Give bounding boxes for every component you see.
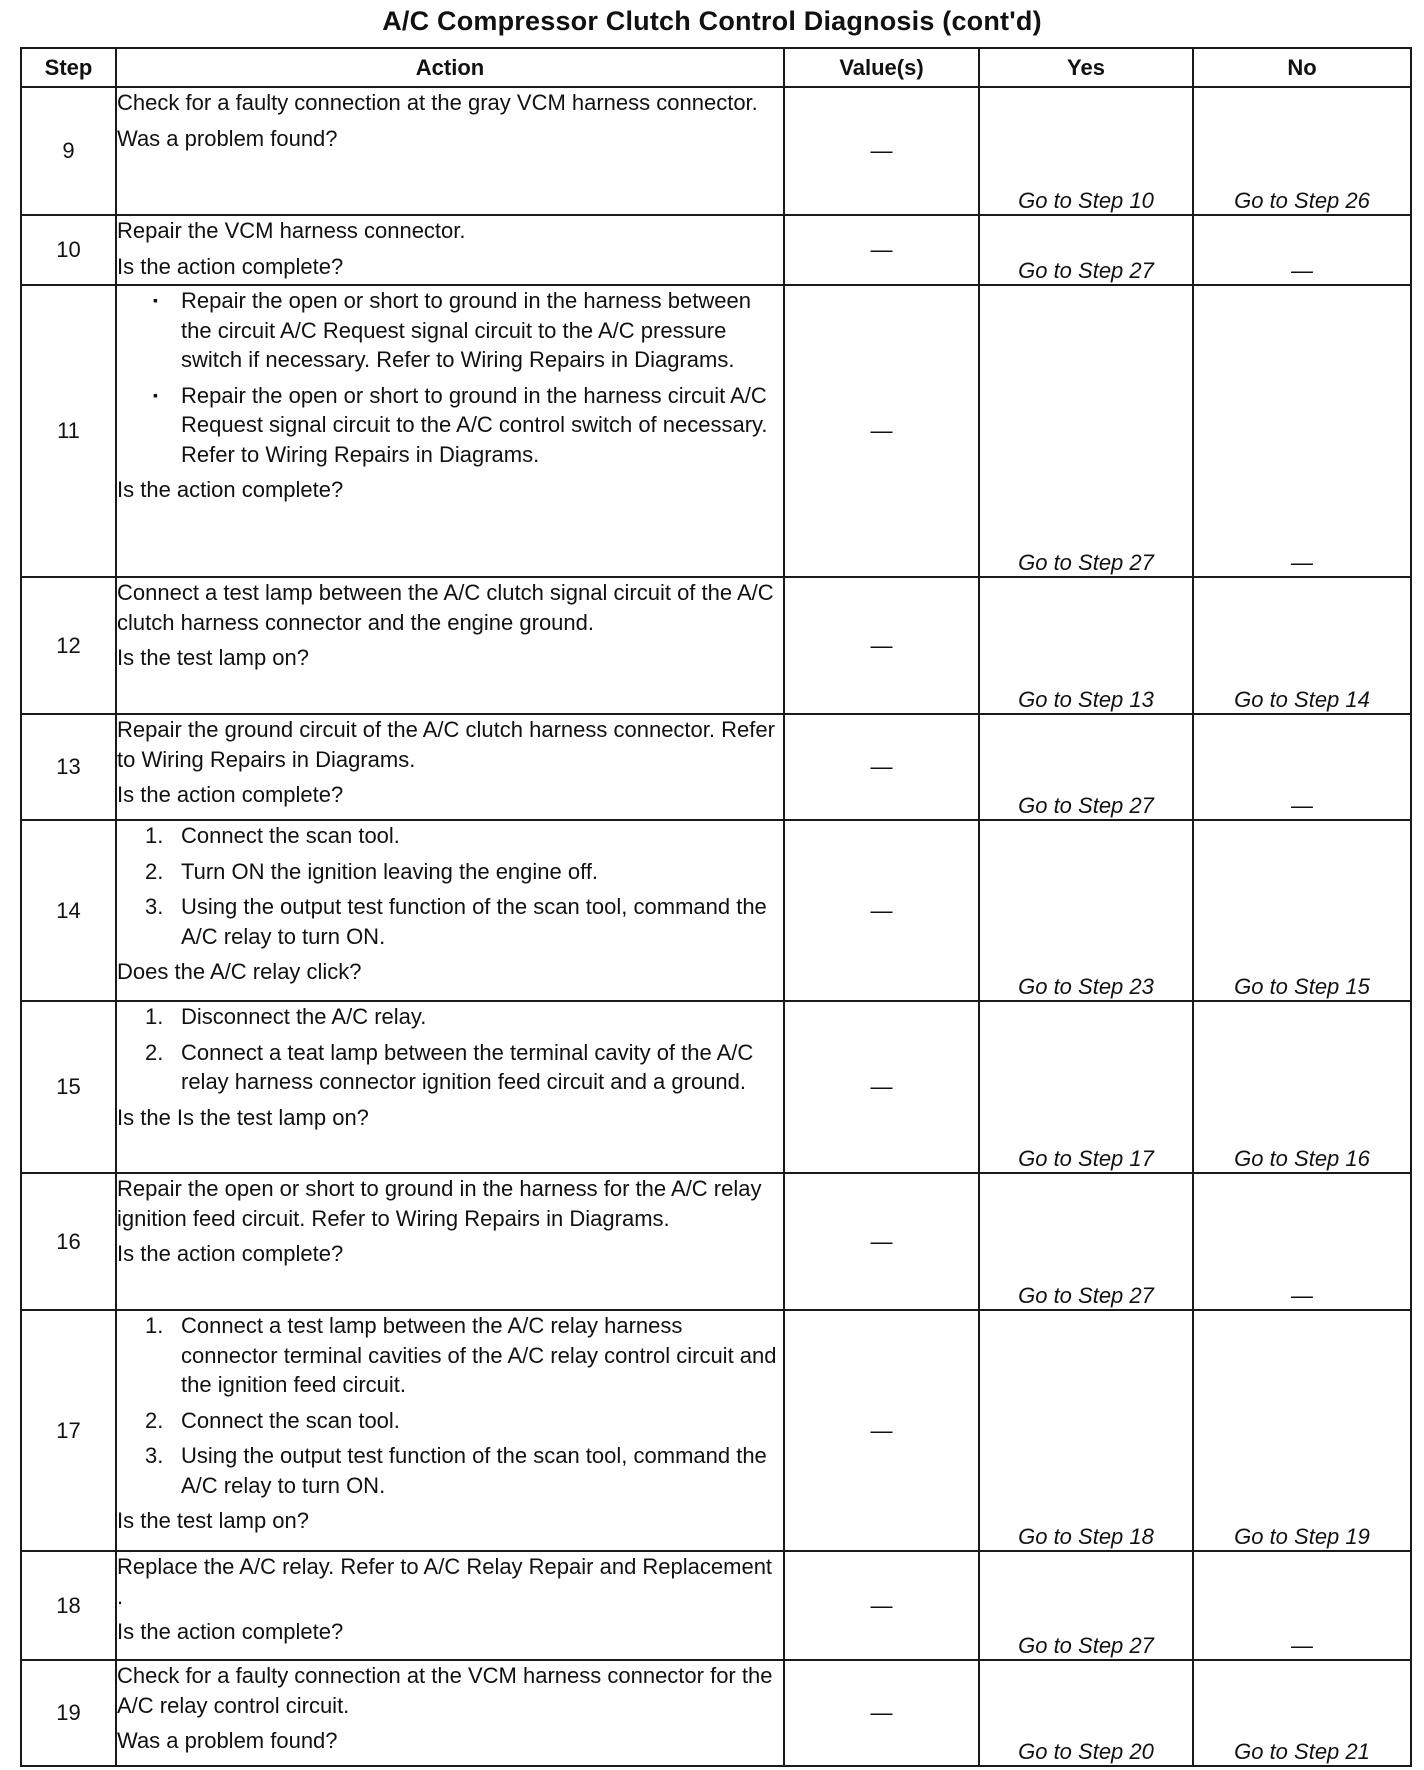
table-row bbox=[21, 820, 1411, 1001]
list-number: 2. bbox=[145, 1039, 164, 1065]
yes-link[interactable]: Go to Step 27 bbox=[979, 215, 1193, 285]
action-cell bbox=[116, 577, 784, 714]
action-question: Was a problem found? bbox=[117, 125, 338, 151]
step-number: 19 bbox=[21, 1660, 116, 1766]
value-cell: — bbox=[784, 1660, 979, 1766]
value-cell: — bbox=[784, 1173, 979, 1310]
action-cell bbox=[116, 714, 784, 820]
list-item bbox=[117, 1311, 783, 1400]
no-value: — bbox=[1193, 1551, 1411, 1660]
table-row bbox=[21, 577, 1411, 714]
no-value: — bbox=[1193, 1173, 1411, 1310]
list-number: 2. bbox=[145, 858, 164, 884]
list-item-text: Connect a test lamp between the A/C relay harness connector terminal cavities of the A/C relay control circuit and the ignition feed circuit. bbox=[181, 1313, 777, 1397]
yes-link[interactable]: Go to Step 18 bbox=[979, 1310, 1193, 1551]
column-header-values: Value(s) bbox=[784, 48, 979, 87]
action-cell bbox=[116, 1173, 784, 1310]
list-item bbox=[117, 1441, 783, 1500]
action-cell bbox=[116, 820, 784, 1001]
action-cell bbox=[116, 215, 784, 285]
table-row bbox=[21, 714, 1411, 820]
action-text: Check for a faulty connection at the VCM harness connector for the A/C relay control circuit. bbox=[117, 1663, 773, 1718]
value-cell: — bbox=[784, 1310, 979, 1551]
step-number: 13 bbox=[21, 714, 116, 820]
no-value: — bbox=[1193, 215, 1411, 285]
table-row bbox=[21, 1001, 1411, 1173]
list-item-text: Connect the scan tool. bbox=[181, 1407, 400, 1433]
action-cell bbox=[116, 1660, 784, 1766]
table-row bbox=[21, 87, 1411, 215]
numbered-list bbox=[117, 1002, 783, 1097]
action-question: Is the action complete? bbox=[117, 477, 344, 502]
value-cell: — bbox=[784, 714, 979, 820]
value-cell: — bbox=[784, 1551, 979, 1660]
action-question: Is the action complete? bbox=[117, 782, 344, 807]
list-item bbox=[117, 1406, 783, 1436]
no-value: — bbox=[1193, 285, 1411, 577]
step-number: 11 bbox=[21, 285, 116, 577]
action-cell bbox=[116, 1310, 784, 1551]
step-number: 16 bbox=[21, 1173, 116, 1310]
list-item-text: Connect the scan tool. bbox=[181, 823, 400, 848]
list-number: 3. bbox=[145, 1443, 164, 1468]
yes-link[interactable]: Go to Step 27 bbox=[979, 714, 1193, 820]
step-number: 15 bbox=[21, 1001, 116, 1173]
action-cell bbox=[116, 1551, 784, 1660]
action-text: Repair the VCM harness connector. bbox=[117, 218, 466, 243]
action-cell bbox=[116, 285, 784, 577]
table-row bbox=[21, 285, 1411, 577]
table-row bbox=[21, 215, 1411, 285]
list-item bbox=[117, 857, 783, 887]
step-number: 12 bbox=[21, 577, 116, 714]
value-cell: — bbox=[784, 87, 979, 215]
step-number: 10 bbox=[21, 215, 116, 285]
page-title: A/C Compressor Clutch Control Diagnosis (cont'd) bbox=[382, 6, 1042, 36]
step-number: 9 bbox=[21, 87, 116, 215]
value-cell: — bbox=[784, 577, 979, 714]
no-link[interactable]: Go to Step 15 bbox=[1193, 820, 1411, 1001]
step-number: 18 bbox=[21, 1551, 116, 1660]
table-row bbox=[21, 1551, 1411, 1660]
column-header-yes: Yes bbox=[979, 48, 1193, 87]
numbered-list bbox=[117, 821, 783, 951]
list-item-text: Using the output test function of the scan tool, command the A/C relay to turn ON. bbox=[181, 894, 767, 949]
action-text: Connect a test lamp between the A/C clutch signal circuit of the A/C clutch harness connector and the engine ground. bbox=[117, 580, 774, 635]
no-link[interactable]: Go to Step 16 bbox=[1193, 1001, 1411, 1173]
yes-link[interactable]: Go to Step 13 bbox=[979, 577, 1193, 714]
yes-link[interactable]: Go to Step 27 bbox=[979, 285, 1193, 577]
diagnosis-table bbox=[20, 47, 1412, 1767]
list-item-text: Connect a teat lamp between the terminal cavity of the A/C relay harness connector ignition feed circuit and a ground. bbox=[181, 1039, 754, 1094]
list-number: 2. bbox=[145, 1407, 164, 1433]
bullet-list bbox=[117, 286, 783, 469]
no-link[interactable]: Go to Step 19 bbox=[1193, 1310, 1411, 1551]
step-number: 17 bbox=[21, 1310, 116, 1551]
list-number: 1. bbox=[145, 1313, 164, 1338]
yes-link[interactable]: Go to Step 23 bbox=[979, 820, 1193, 1001]
column-header-no: No bbox=[1193, 48, 1411, 87]
action-text: Check for a faulty connection at the gray VCM harness connector. bbox=[117, 90, 758, 115]
action-question: Was a problem found? bbox=[117, 1728, 338, 1753]
list-item: ▪ Repair the open or short to ground in the harness between the circuit A/C Request signal circuit to the A/C pressure switch if necessary. Refer to Wiring Repairs in Diagrams. bbox=[181, 286, 783, 375]
column-header-step: Step bbox=[21, 48, 116, 87]
action-question: Is the action complete? bbox=[117, 1619, 344, 1644]
numbered-list bbox=[117, 1311, 783, 1500]
list-item bbox=[117, 1002, 783, 1032]
action-question: Is the Is the test lamp on? bbox=[117, 1104, 369, 1130]
action-text: Replace the A/C relay. Refer to A/C Relay Repair and Replacement . bbox=[117, 1554, 773, 1609]
action-text: Repair the ground circuit of the A/C clutch harness connector. Refer to Wiring Repairs in Diagrams. bbox=[117, 717, 775, 772]
value-cell: — bbox=[784, 1001, 979, 1173]
table-header-row bbox=[21, 48, 1411, 87]
table-row bbox=[21, 1310, 1411, 1551]
action-text: Repair the open or short to ground in the harness for the A/C relay ignition feed circuit. Refer to Wiring Repairs in Diagrams. bbox=[117, 1176, 762, 1231]
table-row bbox=[21, 1173, 1411, 1310]
no-value: — bbox=[1193, 714, 1411, 820]
list-number: 1. bbox=[145, 823, 164, 848]
list-item: ▪ Repair the open or short to ground in the harness circuit A/C Request signal circuit to the A/C control switch of necessary. Refer to Wiring Repairs in Diagrams. bbox=[181, 381, 783, 470]
yes-link[interactable]: Go to Step 17 bbox=[979, 1001, 1193, 1173]
value-cell: — bbox=[784, 215, 979, 285]
value-cell: — bbox=[784, 285, 979, 577]
list-item-text: Using the output test function of the scan tool, command the A/C relay to turn ON. bbox=[181, 1443, 767, 1498]
action-question: Is the test lamp on? bbox=[117, 645, 309, 670]
yes-link[interactable]: Go to Step 27 bbox=[979, 1551, 1193, 1660]
yes-link[interactable]: Go to Step 27 bbox=[979, 1173, 1193, 1310]
column-header-action: Action bbox=[116, 48, 784, 87]
no-link[interactable]: Go to Step 26 bbox=[1193, 87, 1411, 215]
yes-link[interactable]: Go to Step 10 bbox=[979, 87, 1193, 215]
yes-link[interactable]: Go to Step 20 bbox=[979, 1660, 1193, 1766]
list-number: 1. bbox=[145, 1004, 164, 1029]
action-cell bbox=[116, 1001, 784, 1173]
list-item bbox=[117, 1038, 783, 1097]
action-question: Is the action complete? bbox=[117, 1241, 344, 1266]
action-cell bbox=[116, 87, 784, 215]
no-link[interactable]: Go to Step 21 bbox=[1193, 1660, 1411, 1766]
list-item bbox=[117, 892, 783, 951]
list-item-text: Turn ON the ignition leaving the engine off. bbox=[181, 858, 599, 884]
list-number: 3. bbox=[145, 894, 164, 919]
action-question: Is the action complete? bbox=[117, 253, 344, 279]
step-number: 14 bbox=[21, 820, 116, 1001]
list-item bbox=[117, 821, 783, 851]
no-link[interactable]: Go to Step 14 bbox=[1193, 577, 1411, 714]
table-row bbox=[21, 1660, 1411, 1766]
list-item-text: Disconnect the A/C relay. bbox=[181, 1004, 427, 1029]
value-cell: — bbox=[784, 820, 979, 1001]
action-question: Does the A/C relay click? bbox=[117, 959, 362, 984]
action-question: Is the test lamp on? bbox=[117, 1508, 309, 1533]
